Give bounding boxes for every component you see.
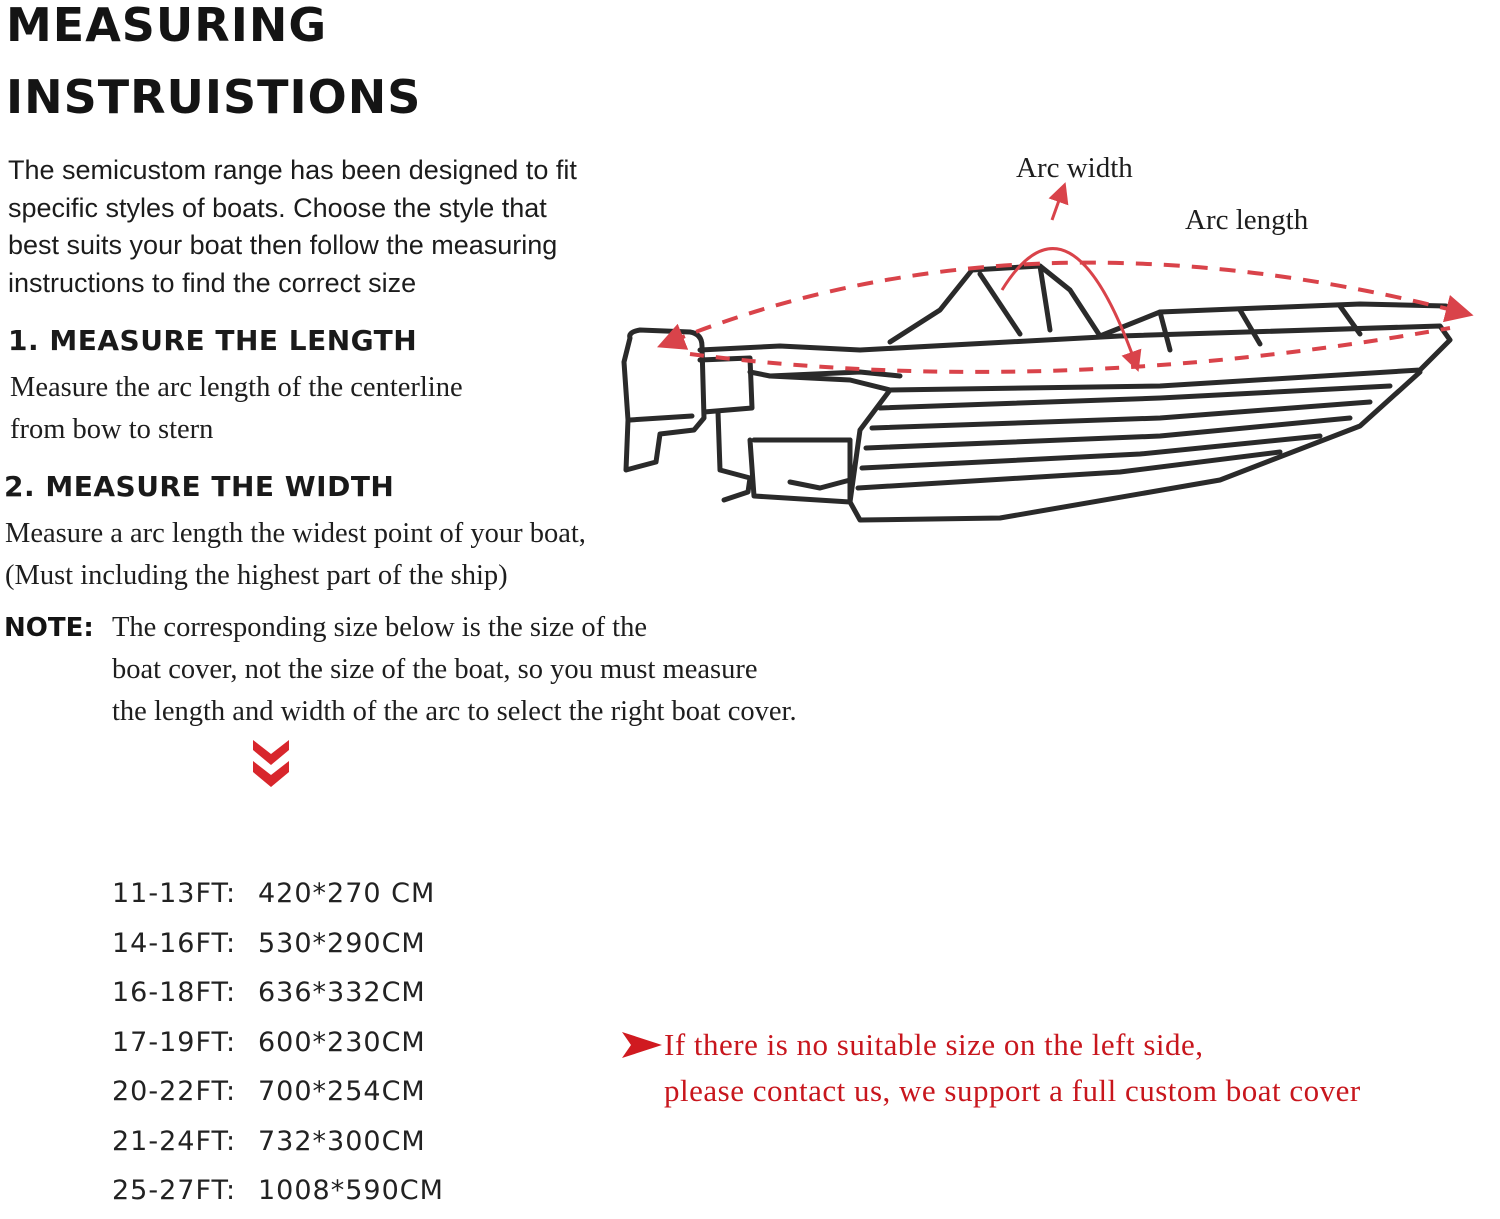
step1-heading: 1. MEASURE THE LENGTH: [8, 324, 418, 357]
arc-width-indicator: [1002, 249, 1135, 362]
size-row: [112, 1021, 444, 1071]
title-line-2: INSTRUISTIONS: [6, 70, 422, 124]
size-value: 530*290CM: [258, 927, 426, 959]
arc-length-label: Arc length: [1185, 204, 1309, 236]
note-text: [112, 607, 797, 733]
step1-line: Measure the arc length of the centerline: [10, 372, 463, 403]
size-row: [112, 1169, 444, 1219]
double-chevron-down-icon: [250, 738, 292, 790]
step2-text: [5, 513, 586, 597]
size-range: 16-18FT:: [112, 977, 237, 1008]
custom-note-line-1: If there is no suitable size on the left side,: [664, 1027, 1204, 1062]
step2-line: Measure a arc length the widest point of your boat,: [5, 518, 586, 549]
size-value: 636*332CM: [258, 977, 426, 1008]
boat-outline-icon: [624, 266, 1450, 520]
intro-line: The semicustom range has been designed to fit: [8, 155, 577, 185]
note-label: NOTE:: [4, 613, 94, 643]
size-range: 11-13FT:: [112, 878, 237, 909]
size-range: 25-27FT:: [112, 1175, 237, 1206]
boat-measuring-diagram: [600, 140, 1500, 530]
size-list: [112, 872, 444, 1219]
size-range: 17-19FT:: [112, 1026, 237, 1058]
intro-paragraph: [8, 152, 688, 302]
custom-note-line-2: please contact us, we support a full custom boat cover: [664, 1073, 1361, 1108]
size-row: [112, 922, 444, 972]
intro-line: instructions to find the correct size: [8, 267, 417, 298]
custom-size-note: [622, 1022, 1361, 1114]
note-line: the length and width of the arc to select the right boat cover.: [112, 696, 797, 727]
step1-line: from bow to stern: [10, 414, 214, 445]
size-row: [112, 1120, 444, 1170]
step2-line: (Must including the highest part of the ship): [5, 560, 508, 591]
size-value: 600*230CM: [258, 1026, 426, 1058]
red-arrow-icon: [622, 1032, 662, 1058]
size-value: 700*254CM: [258, 1076, 426, 1107]
step1-text: [10, 367, 463, 451]
step2-heading: 2. MEASURE THE WIDTH: [4, 470, 395, 503]
title-line-1: MEASURING: [6, 0, 328, 52]
intro-line: specific styles of boats. Choose the style that: [8, 192, 547, 223]
size-range: 20-22FT:: [112, 1076, 237, 1107]
size-value: 420*270 CM: [258, 878, 436, 909]
size-range: 21-24FT:: [112, 1125, 237, 1157]
size-value: 1008*590CM: [258, 1175, 444, 1206]
size-row: [112, 1070, 444, 1120]
centerline-indicator: [690, 328, 1450, 372]
size-row: [112, 971, 444, 1021]
arc-width-pointer: [1052, 192, 1062, 220]
size-range: 14-16FT:: [112, 927, 237, 959]
note-line: boat cover, not the size of the boat, so you must measure: [112, 654, 758, 685]
arc-width-label: Arc width: [1016, 152, 1133, 184]
intro-line: best suits your boat then follow the measuring: [8, 230, 558, 260]
size-value: 732*300CM: [258, 1125, 426, 1157]
size-row: [112, 872, 444, 922]
note-line: The corresponding size below is the size of the: [112, 612, 648, 643]
